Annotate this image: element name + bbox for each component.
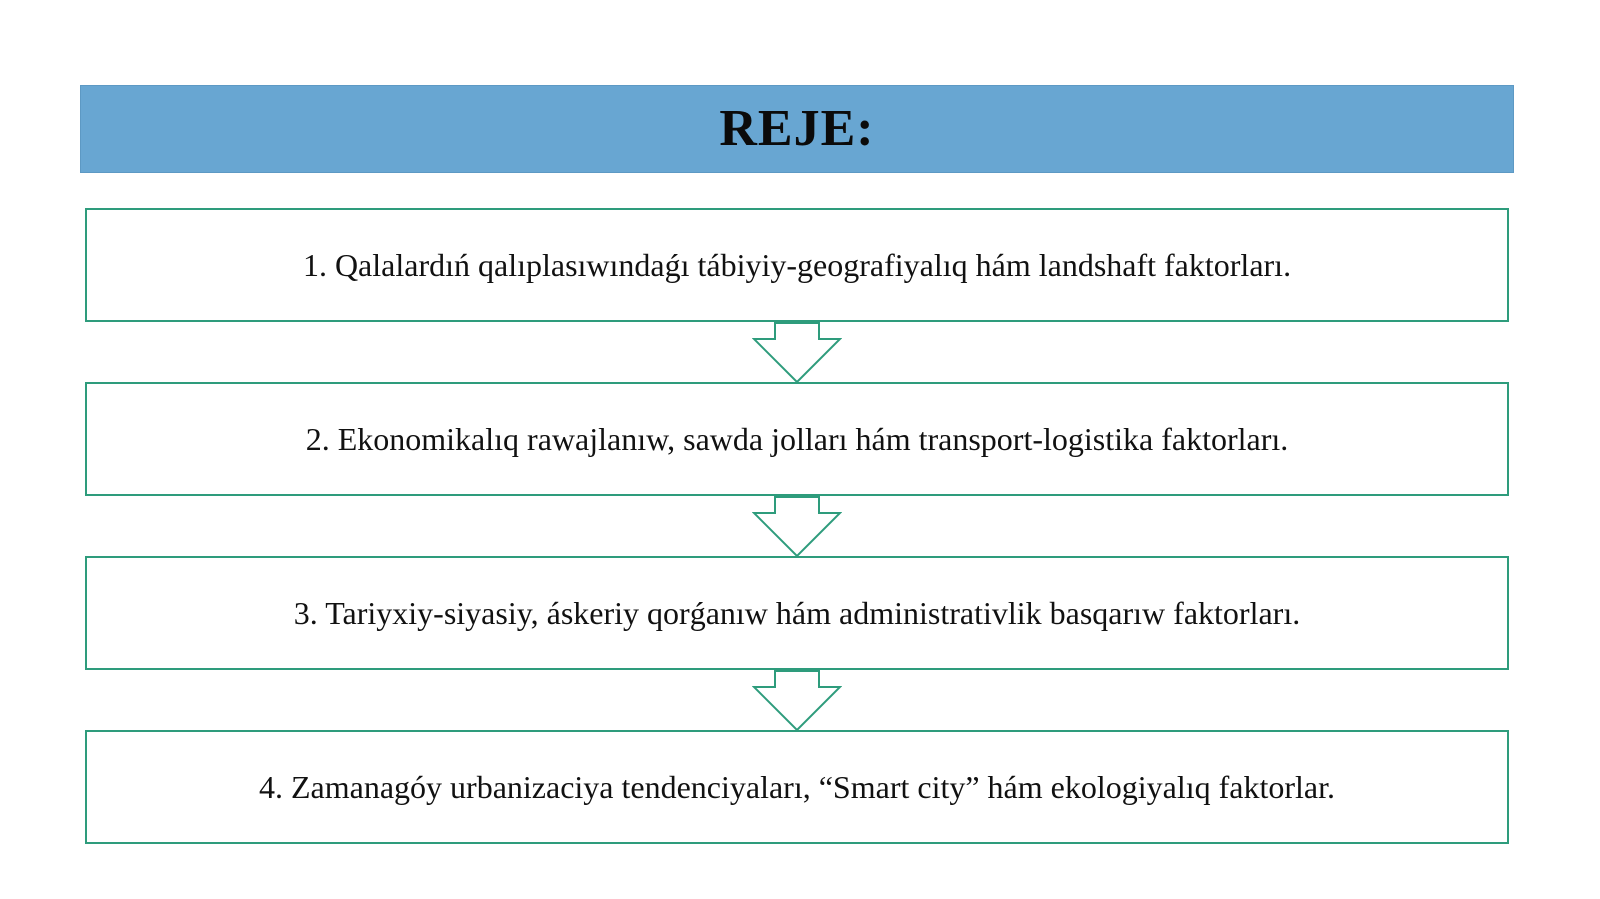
down-arrow-icon-3 <box>752 670 842 732</box>
page-title: REJE: <box>719 100 875 157</box>
title-bar <box>80 85 1514 173</box>
step-box-4 <box>85 730 1509 844</box>
down-arrow-icon-1 <box>752 322 842 384</box>
down-arrow-icon-2 <box>752 496 842 558</box>
step-text-3: 3. Tariyxiy-siyasiy, áskeriy qorǵanıw hám administrativlik basqarıw faktorları. <box>293 594 1301 631</box>
step-box-3 <box>85 556 1509 670</box>
step-text-1: 1. Qalalardıń qalıplasıwındaǵı tábiyiy-geografiyalıq hám landshaft faktorları. <box>302 246 1292 283</box>
step-text-4: 4. Zamanagóy urbanizaciya tendenciyaları, “Smart city” hám ekologiyalıq faktorlar. <box>258 768 1335 805</box>
step-text-2: 2. Ekonomikalıq rawajlanıw, sawda jolları hám transport-logistika faktorları. <box>305 420 1289 457</box>
step-box-1 <box>85 208 1509 322</box>
step-box-2 <box>85 382 1509 496</box>
